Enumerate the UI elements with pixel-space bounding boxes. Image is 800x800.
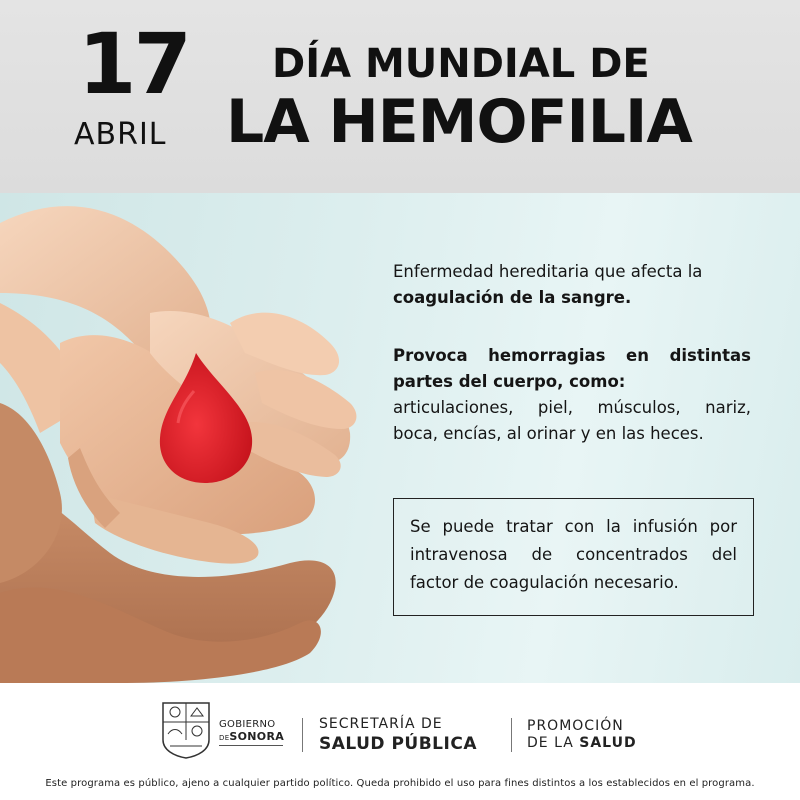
- para2-reg-line-1: articulaciones, piel, músculos, nariz,: [393, 398, 751, 417]
- para2-reg-line-2: boca, encías, al orinar y en las heces.: [393, 424, 704, 443]
- footer-divider-1: [302, 718, 303, 752]
- box-line-3: factor de coagulación necesario.: [410, 573, 679, 592]
- gov-line-1: GOBIERNO: [219, 719, 276, 730]
- para2-bold-line-2: partes del cuerpo, como:: [393, 372, 626, 391]
- box-line-2: intravenosa de concentrados del: [410, 545, 737, 564]
- gov-underline: [219, 745, 283, 746]
- promocion-line-2: [527, 735, 637, 751]
- gobierno-sonora-label: [219, 719, 284, 744]
- promocion-salud: SALUD: [579, 735, 637, 751]
- header-banner: [0, 0, 800, 193]
- para2-bold-line-1: Provoca hemorragias en distintas: [393, 346, 751, 365]
- sonora-seal-icon: [160, 700, 212, 760]
- box-line-1: Se puede tratar con la infusión por: [410, 517, 737, 536]
- hands-holding-drop-image: [0, 193, 400, 683]
- promocion-line-1: PROMOCIÓN: [527, 718, 624, 734]
- footer: [0, 683, 800, 800]
- date-month: ABRIL: [74, 117, 167, 152]
- para1-bold: coagulación de la sangre.: [393, 288, 632, 307]
- treatment-info-box: [393, 498, 754, 616]
- gov-de: DE: [219, 734, 230, 742]
- description-paragraph-1: [393, 259, 751, 311]
- secretaria-line-2: SALUD PÚBLICA: [319, 734, 477, 754]
- description-paragraph-2: [393, 343, 751, 447]
- para1-regular: Enfermedad hereditaria que afecta la: [393, 262, 703, 281]
- footer-divider-2: [511, 718, 512, 752]
- date-day: 17: [78, 15, 189, 113]
- legal-disclaimer: Este programa es público, ajeno a cualquier partido político. Queda prohibido el uso para fines distintos a los establecidos en el programa.: [45, 778, 755, 789]
- title-line-2: LA HEMOFILIA: [226, 87, 692, 157]
- main-content: [0, 193, 800, 683]
- gov-line-2: SONORA: [229, 730, 285, 743]
- title-line-1: DÍA MUNDIAL DE: [272, 41, 650, 87]
- promocion-de-la: DE LA: [527, 735, 580, 751]
- secretaria-line-1: SECRETARÍA DE: [319, 716, 443, 732]
